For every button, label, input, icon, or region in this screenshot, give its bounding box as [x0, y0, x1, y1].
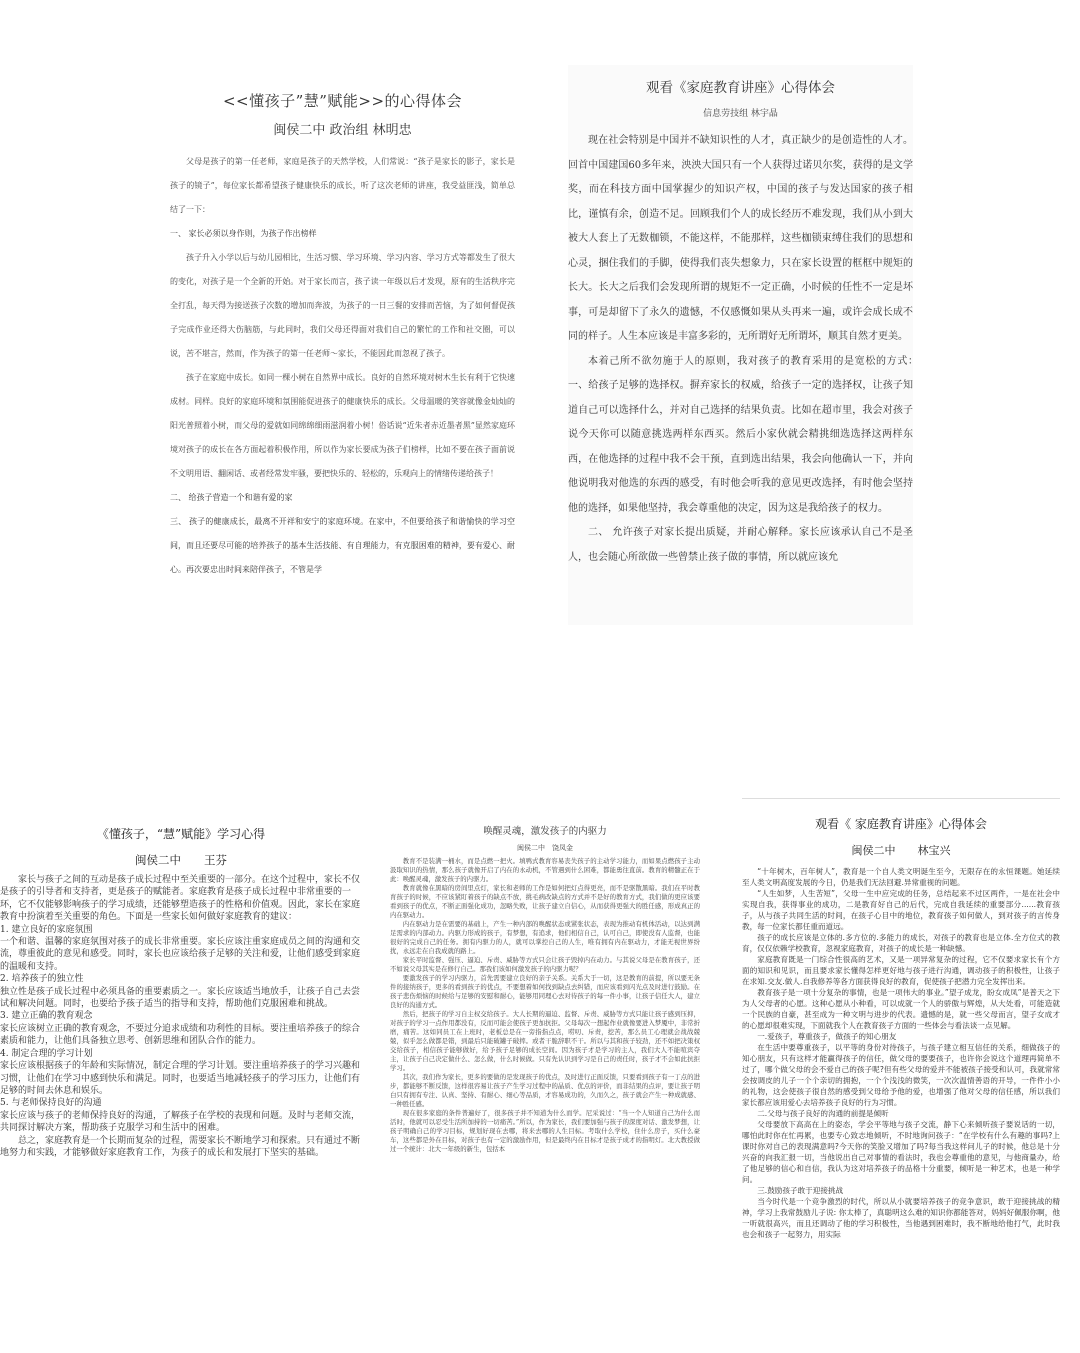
doc1-author: 闽侯二中 政治组 林明忠: [273, 123, 412, 138]
doc1-title: <<懂孩子”慧”赋能>>的心得体会: [222, 92, 463, 110]
doc2-body: [568, 129, 933, 570]
doc4-paragraph: 家长平时监督、强压、逼迫、斥责、威胁等方式只会让孩子毁掉内在动力。与其说父母是在教育孩子，还不如说父母其实是在修行自己。那我们该如何激发孩子的内驱力呢？: [390, 956, 700, 973]
doc5-paragraph: 在生活中要尊重孩子，以平等的身份对待孩子，与孩子建立相互信任的关系，细做孩子的知心朋友，只有这样才能赢得孩子的信任，做父母的要要孩子，也许你会说这个道理再简单不过了，哪个做父母的会不爱自己的孩子呢?但有些父母的爱并不能被孩子接受和认可，我就常常会按调皮的儿子一个个亲切的拥抱，一个个浅浅的微笑，一次次温情善语的开导，一件件小小的礼物，这会使孩子很自然的感受到父母给予他的爱，也增强了他对父母的信任感，所以我们家长都应该用爱心去培养孩子良好的行为习惯。: [742, 1043, 1060, 1107]
doc1-paragraph: 孩子在家庭中成长。如同一棵小树在自然界中成长。良好的自然环境对树木生长有利于它快速成材。同样。良好的家庭环境和氛围能促进孩子的健康快乐的成长。父母温暖的笑容就像金灿灿的阳光普照着小树，而父母的爱就如同绵绵细雨滋润着小树！俗话说“近朱者赤近墨者黑”显然家庭环境对孩子的成长在各方面起着积极作用，所以作为家长要成为孩子们榜样，比如不要在孩子面前说不文明用语、翻闲话、或者经常发牢骚，要把快乐的、轻松的，乐观向上的情绪传递给孩子！: [170, 373, 515, 478]
doc4-paragraph: 内在驱动力是在需要的基础上，产生一种内部的唤醒状态或紧张状态，表现为推动有机体活动，以达到满足需求的内部动力。内驱力形成的孩子，有梦想，有追求，他们相信自己，认可自己，即使没有人监督，也能很好的完成自己的任务。拥有内驱力的人，就可以掌控自己的人生，唯有拥有内在驱动力，才能无视世界纷扰，永远走在自我成就的路上。: [390, 920, 700, 955]
doc5-paragraph: 家庭教育既是一门综合性很高的艺术，又是一项异常复杂的过程，它不仅要求家长有个方面的知识和见识，而且要求家长懂得怎样更好地与孩子进行沟通，调动孩子的积极性，让孩子在求知.交友.做人.自我修养等各方面获得良好的教育，促使孩子把潜力完全发挥出来。: [742, 955, 1060, 986]
doc5-paragraph: “十年树木，百年树人”，教育是一个自人类文明诞生至今，无限存在的永恒课题。她延续至人类文明高度发展的今日，仍是我们无法回避.异常重视的问题。: [742, 867, 1060, 887]
doc5-paragraph: 教育孩子是一项十分复杂的事情，也是一项伟大的事业。”望子成龙，盼女成凤”是普天之下为人父母者的心愿。这种心愿从小种看，可以成就一个人的骄傲与辉煌，从大处看，可能造就一个民族的自豪，甚至成为一种文明与进步的代表。遗憾的是，就一些父母而言，望子女成才的心愿却很难实现，下面就我个人在教育孩子方面的一些体会与看法谈一点见解。: [742, 988, 1060, 1030]
doc4-title: 唤醒灵魂，激发孩子的内驱力: [483, 826, 607, 837]
doc1-paragraph: 孩子升入小学以后与幼儿园相比，生活习惯、学习环境、学习内容、学习方式等都发生了很大的变化，对孩子是一个全新的开始。对于家长而言，孩子读一年级以后才发现，原有的生活秩序完全打乱，每天得为接送孩子次数的增加而奔波，为孩子的一日三餐的安排而苦恼，为了如何督促孩子完成作业还得大伤脑筋，与此同时，我们父母还得面对我们自己的繁忙的工作和社交圈，可以说，苦不堪言，然而，作为孩子的第一任老师～家长，不能因此而忽视了孩子。: [170, 253, 515, 358]
doc3-title: 《懂孩子，“慧”赋能》学习心得: [96, 827, 266, 841]
doc3-heading: 2. 培养孩子的独立性: [0, 974, 84, 985]
doc3-paragraph: 家长应该树立正确的教育观念，不要过分追求成绩和功利性的目标。要注重培养孩子的综合素质和能力，让他们具备独立思考、创新思维和团队合作的能力。: [0, 1023, 361, 1047]
doc5-paragraph: 孩子的成长应该是立体的.多方位的.多能力的成长，对孩子的教育也是立体.全方位式的教育，仅仅依赖学校教育，忽视家庭教育，对孩子的成长是一种缺憾。: [742, 933, 1060, 953]
doc5-body: [742, 866, 1060, 1240]
doc3-heading: 1. 建立良好的家庭氛围: [0, 924, 93, 935]
doc3-paragraph: 总之，家庭教育是一个长期而复杂的过程，需要家长不断地学习和探索。只有通过不断地努力和实践，才能够做好家庭教育工作，为孩子的成长和发展打下坚实的基础。: [0, 1135, 361, 1158]
doc5-title: 观看《 家庭教育讲座》心得体会: [815, 817, 987, 831]
doc1-paragraph: 父母是孩子的第一任老师，家庭是孩子的天然学校，人们常说：“孩子是家长的影子，家长是孩子的镜子”，每位家长都希望孩子健康快乐的成长，听了这次老师的讲座，我受益匪浅，简单总结了一下：: [170, 157, 515, 214]
doc2-paragraph: 现在社会特别是中国并不缺知识性的人才，真正缺少的是创造性的人才。回首中国建国60多年来，泱泱大国只有一个人获得过诺贝尔奖，获得的是文学奖，而在科技方面中国掌握少的知识产权，中国的孩子与发达国家的孩子相比，谨慎有余，创造不足。回顾我们个人的成长经历不难发现，我们从小到大被大人套上了无数枷锁，不能这样，不能那样，这些枷锁束缚住我们的思想和心灵，捆住我们的手脚，使得我们丧失想象力，只在家长设置的框框中规矩的长大。长大之后我们会发现所谓的规矩不一定正确，小时候的任性不一定是坏事，可是却留下了永久的遗憾，不仅感慨如果从头再来一遍，或许会成长成不同的样子。人生本应该是丰富多彩的，无所谓好无所谓坏，顺其自然才更美。: [568, 135, 913, 342]
doc1-body: [170, 150, 515, 582]
doc4-paragraph: 教育就像在黑暗的房间里点灯，家长和老师的工作是如何把灯点得更亮，而不是驱散黑暗。我们在平时教育孩子的时候，不应该紧盯着孩子的缺点不放，挑毛病改缺点的方式并不是好的教育方式，我们做的更应该要看到孩子的优点，不断正面强化成功，忽略失败，让孩子建立自信心，从而获得更强大的胜任感，形成真正的内在驱动力。: [390, 884, 700, 919]
doc4-body: [390, 857, 700, 1154]
doc5-heading: 二.父母与孩子良好的沟通的前提是倾听: [757, 1109, 889, 1118]
doc5-paragraph: “人生如梦，人生苦短”，父母一生中应完成的任务，总结起来不过区两件，一是在社会中实现自我，获得事业的成功，二是教育好自己的后代，完成自我延续的重要部分......教育孩子，从与孩子共同生活的时间，在孩子心目中的地位，教育孩子如何做人，到对孩子的言传身教，每一位家长都任重而道远。: [742, 889, 1060, 931]
doc4-paragraph: 现在很多家庭的条件普遍好了，很多孩子并不知道为什么而学。尼采说过：“当一个人知道自己为什么而活时，他就可以忍受生活所加持的一切痛苦。”所以，作为家长，我们要加强与孩子的深度对话、激发梦想，让孩子明确自己的学习目标，规划好现在去哪，将来去哪的人生目标。考取什么学校，住什么房子，买什么豪车，这些都是外在目标，对孩子也有一定的激励作用，但是最终内在目标才是孩子成才的指明灯。北大教授做过一个统计：北大一年级的新生，包括本: [390, 1109, 700, 1153]
doc3-heading: 3. 建立正确的教育观念: [0, 1011, 93, 1022]
document-page-2: [568, 65, 933, 625]
doc4-paragraph: 要激发孩子的学习内驱力，首先需要建立良好的亲子关系。关系大于一切，这是教育的前提，所以要无条件的接纳孩子，更多的看到孩子的优点，不要想着如何找到缺点去纠错，而应该看到闪光点及时进行鼓励。在孩子悲伤烦恼的时候给与足够的安慰和耐心，能够用同理心去对待孩子的每一件小事，让孩子信任大人，建立良好的沟通方式。: [390, 974, 700, 1009]
doc4-author: 闽侯二中 饶凤金: [517, 844, 573, 852]
doc2-author: 信息劳技组 林宇晶: [703, 109, 778, 119]
doc2-title: 观看《家庭教育讲座》心得体会: [646, 80, 835, 96]
doc3-paragraph: 独立性是孩子成长过程中必须具备的重要素质之一。家长应该适当地放手，让孩子自己去尝试和解决问题。同时，也要给予孩子适当的指导和支持，帮助他们克服困难和挑战。: [0, 986, 361, 1010]
doc4-paragraph: 教育不是装满一桶水，而是点燃一把火。填鸭式教育容易丧失孩子的主动学习能力，而如果点燃孩子主动汲取知识的热情，那么孩子就像开启了内在的永动机，不管遇到什么困难，都能勇往直前。教育的精髓正在于此：唤醒灵魂，激发孩子的内驱力。: [390, 857, 700, 883]
doc1-heading: 三、 孩子的健康成长，最离不开祥和安宁的家庭环境。在家中，不但要给孩子和谐愉快的学习空间，而且还要尽可能的培养孩子的基本生活技能、有自理能力，有克服困难的精神，要有爱心、耐心。再次要忠出时间来陪伴孩子，不管是学: [170, 517, 515, 574]
doc3-heading: 5. 与老师保持良好的沟通: [0, 1098, 102, 1109]
doc3-body: [0, 874, 362, 1159]
doc5-paragraph: 父母要放下高高在上的姿态，学会平等地与孩子交流，静下心来倾听孩子要说话的一切，哪怕此时你在忙再累，也要专心致志地倾听，不时地询问孩子：“在学校有什么有趣的事吗?上课时你对自己的表现满意吗?今天你的笑脸又增加了吗?每当我这样问儿子的时候，他总是十分兴奋的向我汇报一切，当他说出自己对事情的看法时，我也会尊重他的意见，与他商量办，给了他足够的信心和自信，我认为这对培养孩子的品格十分重要，倾听是一种艺术，也是一种学问。: [742, 1120, 1060, 1184]
doc3-paragraph: 家长与孩子之间的互动是孩子成长过程中至关重要的一部分。在这个过程中，家长不仅是孩子的引导者和支持者，更是孩子的赋能者。家庭教育是孩子成长过程中非常重要的一环，它不仅能够影响孩子的学习成绩，还能够塑造孩子的性格和价值观。因此，家长在家庭教育中扮演着至关重要的角色。下面是一些家长如何做好家庭教育的建议：: [0, 875, 361, 923]
doc5-author: 闽侯二中 林宝兴: [851, 844, 951, 857]
document-page-5: [742, 798, 1060, 1349]
document-page-3: [0, 823, 362, 1158]
doc4-paragraph: 然后，把孩子的学习自主权交给孩子。大人长期的逼迫、监督、斥责、威胁等方式只能让孩子感到压抑，对孩子的学习一点作用都没有，反而可能会使孩子更加抗拒。父母每次一想起作业就像要进入梦魇中，非常折磨，痛苦。这如同员工在上班时，老板总是在一旁指指点点，唠叨、斥责，挖苦，那么员工心理就会战战兢兢，似乎怎么做都是错，到最后只能破罐子破摔。或者干脆辞职不干。所以与其和孩子较劲，还不如把决策权交给孩子，相信孩子能够做好，给予孩子足够的成长空间。因为孩子才是学习的主人，我们大人不能喧宾夺主，让孩子自己决定做什么、怎么做，什么时候做。只有先认识到学习是自己的责任时，孩子才不会如此抗拒学习。: [390, 1010, 700, 1072]
doc2-paragraph: 本着己所不欲勿施于人的原则，我对孩子的教育采用的是宽松的方式： 一、给孩子足够的选择权。摒弃家长的权威，给孩子一定的选择权，让孩子知道自己可以选择什么，并对自己选择的结果负责。比如在超市里，我会对孩子说今天你可以随意挑选两样东西买。然后小家伙就会精挑细选选择这两样东西，在他选择的过程中我不会干预，直到选出结果，我会向他确认一下，并向他说明我对他选的东西的感受，有时他会听我的意见更改选择，有时他会坚持他的选择，如果他坚持，我会尊重他的决定，因为这是我给孩子的权力。: [568, 355, 933, 514]
doc1-heading: 二、 给孩子营造一个和谐有爱的家: [170, 493, 293, 502]
doc3-paragraph: 一个和谐、温馨的家庭氛围对孩子的成长非常重要。家长应该注重家庭成员之间的沟通和交流，尊重彼此的意见和感受。同时，家长也应该给孩子足够的关注和爱，让他们感受到家庭的温暖和支持。: [0, 937, 361, 972]
doc5-heading: 三.鼓励孩子敢于迎接挑战: [757, 1186, 844, 1195]
doc3-author: 闽侯二中 王芬: [135, 853, 227, 867]
doc3-heading: 4. 制定合理的学习计划: [0, 1048, 93, 1059]
doc3-paragraph: 家长应该与孩子的老师保持良好的沟通，了解孩子在学校的表现和问题。及时与老师交流，共同探讨解决方案，帮助孩子克服学习和生活中的困难。: [0, 1110, 361, 1134]
doc5-paragraph: 当今时代是一个竞争激烈的时代，所以从小就要培养孩子的竞争意识，敢于迎接挑战的精神，学习上我常鼓励儿子说: 你太棒了，真聪明这么难的知识你都能答对，妈妈好佩服你啊，他一听就很高兴，而且还调动了他的学习积极性，当他遇到困难时，我不断地给他打气，此时我也会和孩子一起努力，用实际: [742, 1197, 1060, 1239]
document-page-4: [390, 823, 700, 1348]
doc3-paragraph: 家长应该根据孩子的年龄和实际情况，制定合理的学习计划。要注重培养孩子的学习兴趣和习惯，让他们在学习中感到快乐和满足。同时，也要适当地减轻孩子的学习压力，让他们有足够的时间去休息和娱乐。: [0, 1061, 361, 1096]
doc4-paragraph: 其次，我们作为家长，更多的要做的是发现孩子的优点，及时进行正面反馈，只要看到孩子有一丁点的进步，都能够不断反馈，这样很容易让孩子产生学习过程中的晶质、优点的评价，而非结果的点评，要让孩子明白只有拥有专注、认真、坚持、有耐心、细心等品质，才容易成功的，久而久之，孩子就会产生一种成就感、一种胜任感。: [390, 1073, 700, 1108]
doc1-heading: 一、 家长必须以身作则，为孩子作出榜样: [170, 229, 317, 238]
doc2-paragraph: 二、 允许孩子对家长提出质疑，并耐心解释。家长应该承认自己不是圣人，也会随心所欲做一些曾禁止孩子做的事情，所以就应该允: [568, 527, 913, 563]
doc5-heading: 一.爱孩子，尊重孩子，做孩子的知心朋友: [757, 1032, 897, 1041]
document-page-1: [170, 78, 515, 623]
